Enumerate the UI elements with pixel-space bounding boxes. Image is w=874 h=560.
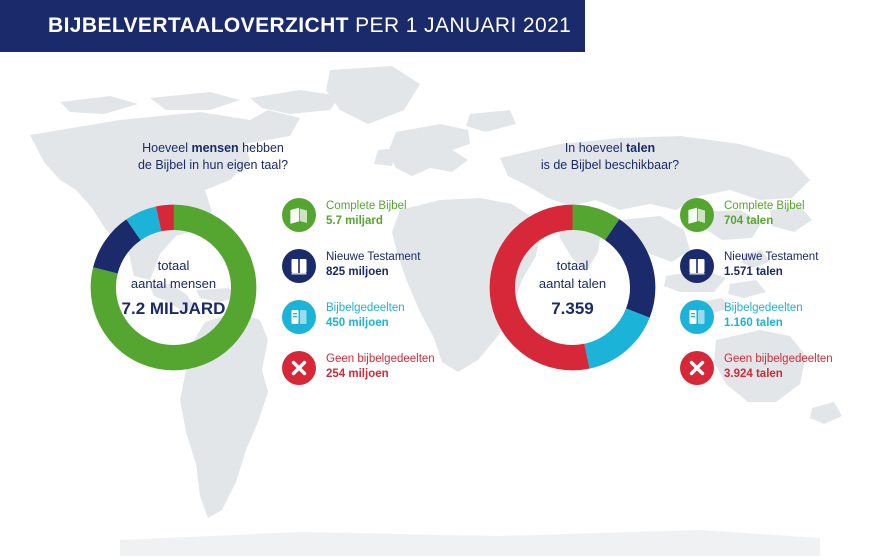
legend-label: Geen bijbelgedeelten xyxy=(724,353,833,365)
legend-value: 1.571 talen xyxy=(724,266,783,278)
page-title-light: PER 1 JANUARI 2021 xyxy=(355,14,572,37)
legend-people xyxy=(282,198,435,402)
donut-people-center-line1: totaal xyxy=(157,257,190,273)
donut-people-svg xyxy=(76,190,271,385)
donut-languages-center-line1: totaal xyxy=(556,257,589,273)
donut-languages-center-line2: aantal talen xyxy=(538,275,607,291)
question-languages-line2: is de Bijbel beschikbaar? xyxy=(540,158,680,172)
question-people-post: hebben xyxy=(238,141,284,155)
legend-label: Complete Bijbel xyxy=(326,200,407,212)
legend-value: 1.160 talen xyxy=(724,317,783,329)
book-part-icon xyxy=(282,300,316,334)
cross-circle-icon xyxy=(680,351,714,385)
panel-people xyxy=(60,140,450,420)
legend-value: 254 miljoen xyxy=(326,368,389,380)
book-open-icon xyxy=(282,198,316,232)
legend-value: 3.924 talen xyxy=(724,368,783,380)
book-closed-icon xyxy=(282,249,316,283)
donut-languages-center-total: 7.359 xyxy=(551,298,594,318)
legend-label: Nieuwe Testament xyxy=(326,251,421,263)
chart-row-languages xyxy=(455,190,855,420)
legend-text xyxy=(326,249,420,280)
donut-languages-svg xyxy=(475,190,670,385)
legend-text xyxy=(724,351,833,382)
legend-text xyxy=(724,198,805,229)
legend-value: 825 miljoen xyxy=(326,266,389,278)
legend-text xyxy=(724,300,803,331)
list-item xyxy=(282,351,435,385)
book-part-icon xyxy=(680,300,714,334)
panel-languages xyxy=(455,140,855,420)
donut-people-center-line2: aantal mensen xyxy=(130,275,217,291)
page-title-strong: BIJBELVERTAALOVERZICHT xyxy=(48,14,349,37)
question-people-pre: Hoeveel xyxy=(142,141,192,155)
chart-row-people xyxy=(60,190,450,420)
list-item xyxy=(680,249,833,283)
question-people xyxy=(78,140,348,174)
question-people-line2: de Bijbel in hun eigen taal? xyxy=(137,158,289,172)
book-closed-icon xyxy=(680,249,714,283)
donut-people-center-total: 7.2 MILJARD xyxy=(121,298,226,318)
donut-chart-people xyxy=(76,190,271,385)
legend-text xyxy=(724,249,818,280)
list-item xyxy=(680,300,833,334)
question-languages-pre: In hoeveel xyxy=(564,141,626,155)
legend-label: Bijbelgedeelten xyxy=(326,302,405,314)
legend-label: Geen bijbelgedeelten xyxy=(326,353,435,365)
legend-label: Bijbelgedeelten xyxy=(724,302,803,314)
legend-label: Complete Bijbel xyxy=(724,200,805,212)
question-languages xyxy=(475,140,745,174)
list-item xyxy=(680,198,833,232)
legend-text xyxy=(326,351,435,382)
donut-chart-languages xyxy=(475,190,670,385)
legend-value: 5.7 miljard xyxy=(326,215,383,227)
book-open-icon xyxy=(680,198,714,232)
list-item xyxy=(282,249,435,283)
cross-circle-icon xyxy=(282,351,316,385)
legend-languages xyxy=(680,198,833,402)
legend-label: Nieuwe Testament xyxy=(724,251,819,263)
header-bar xyxy=(0,0,585,52)
list-item xyxy=(680,351,833,385)
legend-value: 450 miljoen xyxy=(326,317,389,329)
list-item xyxy=(282,300,435,334)
legend-value: 704 talen xyxy=(724,215,774,227)
legend-text xyxy=(326,300,405,331)
list-item xyxy=(282,198,435,232)
question-languages-bold: talen xyxy=(625,141,656,155)
legend-text xyxy=(326,198,407,229)
page-title xyxy=(48,14,571,38)
question-people-bold: mensen xyxy=(191,141,239,155)
